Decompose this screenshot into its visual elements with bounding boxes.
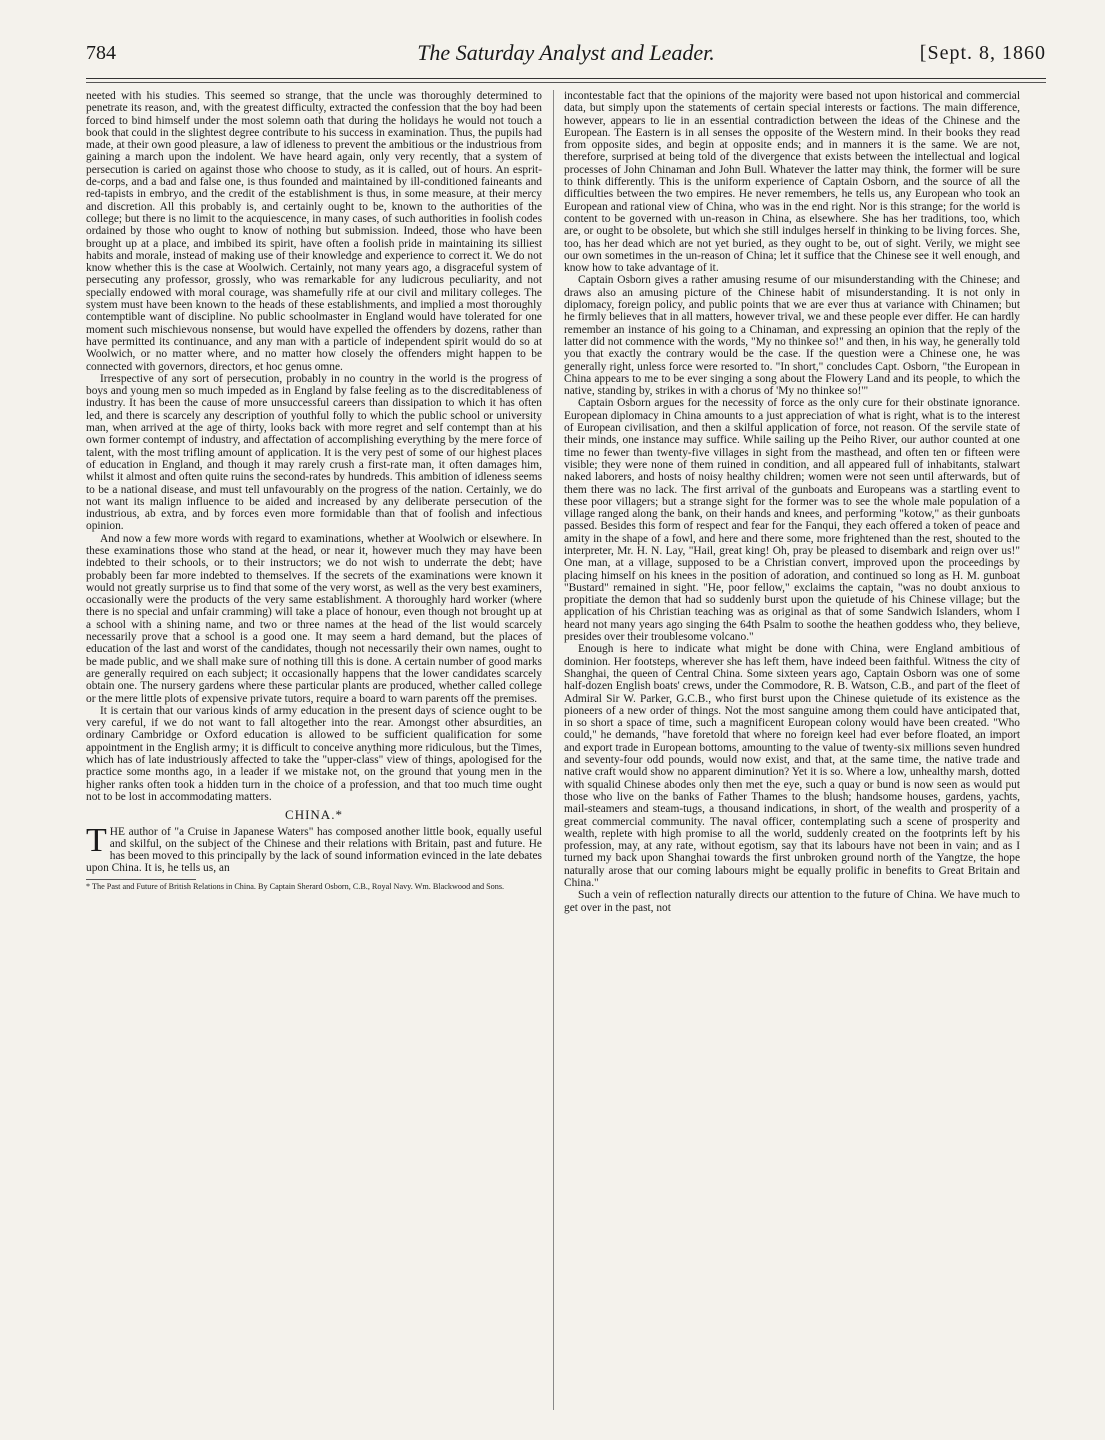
right-column xyxy=(564,90,1020,1430)
page-header xyxy=(86,40,1046,78)
paragraph: Captain Osborn argues for the necessity of force as the only cure for their obstinate ignorance. European diplomacy in China amounts to a just appreciation of what is right, what is to the interest of European civilisation, and then a skilful application of force, not reason. Of the servile state of their minds, one instance may suffice. While sailing up the Peiho River, our author counted at one time no fewer than twenty-five villages in sight from the masthead, and often ten or fifteen were visible; they were none of them ruined in condition, and all appeared full of inhabitants, stalwart naked laborers, and hosts of noisy healthy children; women were not seen until afterwards, but of them there was no lack. The first arrival of the gunboats and Europeans was a startling event to these poor villagers; but a strange sight for the former was to see the whole male population of a village ranged along the bank, on their hands and knees, and performing "kotow," as their gunboats passed. Besides this form of respect and fear for the Fanqui, they each offered a token of peace and amity in the shape of a fowl, and here and there some, more frightened than the rest, shouted to the interpreter, Mr. H. N. Lay, "Hail, great king! Oh, pray be pleased to disembark and reign over us!" One man, at a village, supposed to be a Christian convert, improved upon the proceedings by placing himself on his knees in the position of adoration, and continued so long as H. M. gunboat "Bustard" remained in sight. "He, poor fellow," exclaims the captain, "was no doubt anxious to propitiate the demon that had so suddenly burst upon the quietude of his Chinese village; but the application of his Christian teaching was as original as that of some Sandwich Islanders, whom I heard not many years ago singing the 64th Psalm to soothe the heathen goddess who, they believe, presides over their troublesome volcano." xyxy=(564,397,1020,644)
paragraph: Such a vein of reflection naturally directs our attention to the future of China. We have much to get over in the past, not xyxy=(564,889,1020,914)
footnote: * The Past and Future of British Relations in China. By Captain Sherard Osborn, C.B., Royal Navy. Wm. Blackwood and Sons. xyxy=(86,881,505,891)
header-rule-bottom xyxy=(86,82,1046,83)
paragraph: It is certain that our various kinds of army education in the present days of science ought to be very careful, if we do not want to fall altogether into the rear. Amongst other absurdities, an ordinary Cambridge or Oxford education is allowed to be sufficient qualification for some appointment in the English army; it is difficult to conceive anything more ridiculous, but the Times, which has of late industriously affected to take the "upper-class" view of things, apologised for the practice some months ago, in a leader if we mistake not, on the ground that young men in the higher ranks often took a hidden turn in the choice of a profession, and that too much time ought not to be lost in accommodating matters. xyxy=(86,704,542,803)
header-rule-top xyxy=(86,78,1046,79)
page-number: 784 xyxy=(86,42,116,64)
china-intro-paragraph xyxy=(86,821,542,875)
paragraph: Captain Osborn gives a rather amusing resume of our misunderstanding with the Chinese; and draws also an amusing picture of the Chinese habit of misunderstanding. It is not only in diplomacy, foreign policy, and public points that we are ever thus at variance with Chinamen; but he firmly believes that in all matters, however trival, we and these people ever differ. He can hardly remember an instance of his going to a Chinaman, and expressing an opinion that the reply of the latter did not commence with the words, "My no thinkee so!" and then, in his way, he generally told you that exactly the contrary would be the case. If the question were a Chinese one, he was generally right, unless force were resorted to. "In short," concludes Capt. Osborn, "the European in China appears to me to be ever singing a song about the Flowery Land and its people, to which the native, standing by, strikes in with a chorus of 'My no thinkee so!'" xyxy=(564,274,1020,398)
paragraph: And now a few more words with regard to examinations, whether at Woolwich or elsewhere. In these examinations those who stand at the head, or near it, however much they may have been indebted to their schools, or to their instructors; we do not wish to underrate the debt; have probably been far more indebted to themselves. If the secrets of the examinations were known it would not greatly surprise us to find that some of the very worst, as well as the very best examiners, occasionally were the products of the very same establishment. A thoroughly hard worker (where there is no special and unfair cramming) will take a place of honour, even though not brought up at a school with a shining name, and two or three names at the head of the list would scarcely necessarily prove that a school is a good one. It may seem a hard demand, but the places of education of the last and worst of the candidates, though not necessarily their own names, ought to be made public, and we shall make sure of nothing till this is done. A certain number of good marks are generally required on each subject; it occasionally happens that the lower candidates scarcely obtain one. The nursery gardens where these particular plants are produced, whether called college or the mere little plots of expensive private tutors, require a board to warn parents off the premises. xyxy=(86,532,542,705)
drop-cap: T xyxy=(86,821,107,859)
paragraph: Irrespective of any sort of persecution, probably in no country in the world is the progress of boys and young men so much impeded as in England by false feeling as to the discreditableness of industry. It has been the cause of more unsuccessful careers than dissipation to which it has often led, and there is scarcely any description of youthful folly to which the public school or university man, when arrived at the age of thirty, looks back with more regret and self contempt than at his own former contempt of industry, and affectation of accomplishing everything by the mere force of talent, with the most trifling amount of application. It is the very pest of some of our highest places of education in England, and though it may rarely crush a first-rate man, it often damages him, whilst it almost and often quite ruins the second-rates by hundreds. This ambition of idleness seems to be a national disease, and must tell unfavourably on the progress of the nation. Certainly, we do not want its malign influence to be aided and increased by any deliberate persecution of the industrious, ab extra, and by forces even more formidable than that of foolish and infectious opinion. xyxy=(86,372,542,533)
paragraph: incontestable fact that the opinions of the majority were based not upon historical and commercial data, but simply upon the statements of certain special interests or factions. The main difference, however, appears to lie in an essential contradiction between the ideas of the Chinese and the European. The Eastern is in all senses the opposite of the Western mind. In their books they read from opposite sides, and begin at opposite ends; and in manners it is the same. We are not, therefore, surprised at being told of the divergence that exists between the intellectual and logical processes of John Chinaman and John Bull. Whatever the latter may think, the former will be sure to think differently. This is the uniform experience of Captain Osborn, and the source of all the difficulties between the two empires. He never remembers, he tells us, any European who took an European and rational view of China, who was in the end right. Nor is this strange; for the world is content to be governed with un-reason in China, as elsewhere. She has her traditions, too, which are, or ought to be obsolete, but which she still indulges herself in thinking to be living forces. She, too, has her dead which are not yet buried, as they ought to be, out of sight. Verily, we might see our own sometimes in the un-reason of China; let it suffice that the Chinese see it well enough, and know how to take advantage of it. xyxy=(564,90,1020,275)
china-intro-text: HE author of "a Cruise in Japanese Waters" has composed another little book, equally useful and skilful, on the subject of the Chinese and their relations with Britain, past and future. He has been moved to this principally by the lack of sound information evinced in the late debates upon China. It is, he tells us, an xyxy=(86,825,542,875)
issue-date: [Sept. 8, 1860 xyxy=(919,42,1046,64)
paragraph: neeted with his studies. This seemed so strange, that the uncle was thoroughly determined to penetrate its reason, and, with the greatest difficulty, extracted the confession that the boy had been forced to bind himself under the most solemn oath that during the holidays he would not touch a book that could in the slightest degree contribute to his success in examination. Thus, the pupils had made, at their own good pleasure, a law of idleness to prevent the ambitious or the industrious from gaining a march upon the indolent. We have heard again, only very recently, that a system of persecution is caried on against those who choose to study, as it is called, out of hours. An esprit-de-corps, and a bad and false one, is thus founded and maintained by ill-conditioned faineants and red-tapists in embryo, and the credit of the establishment is thus, in some measure, at their mercy and discretion. All this probably is, and certainly ought to be, known to the authorities of the college; but there is no limit to the acquiescence, in many cases, of such authorities in foolish codes ordained by those who ought to know of nothing but submission. Indeed, those who have been brought up at a place, and imbibed its spirit, have often a foolish pride in maintaining its silliest habits and morale, instead of making use of their knowledge and experience to correct it. We do not know whether this is the case at Woolwich. Certainly, not many years ago, a disgraceful system of persecuting any professor, grossly, who was remarkable for any ludicrous peculiarity, and not specially endowed with moral courage, was shamefully rife at our civil and military colleges. The system must have been known to the heads of these establishments, and implied a most thoroughly contemptible want of discipline. No public schoolmaster in England would have tolerated for one moment such mischievous nonsense, but would have expelled the offenders by dozens, rather than have permitted its continuance, and any man with a particle of independent spirit would do so at Woolwich, or no matter where, and no matter how closely the offenders might happen to be connected with governors, directors, et hoc genus omne. xyxy=(86,90,542,373)
footnote-rule xyxy=(86,879,196,880)
journal-title: The Saturday Analyst and Leader. xyxy=(417,40,715,65)
left-column xyxy=(86,90,542,1430)
section-title: CHINA.* xyxy=(285,807,343,823)
paragraph: Enough is here to indicate what might be done with China, were England ambitious of dominion. Her footsteps, wherever she has left them, have indeed been faithful. Witness the city of Shanghai, the queen of Central China. Some sixteen years ago, Captain Osborn was one of some half-dozen English boats' crews, under the Commodore, R. B. Watson, C.B., and part of the fleet of Admiral Sir W. Parker, G.C.B., who first burst upon the Chinese quietude of its existence as the pioneers of a new order of things. Not the most sanguine among them could have anticipated that, in so short a space of time, such a magnificent European colony would have been created. "Who could," he demands, "have foretold that where no foreign keel had ever before floated, an import and export trade in European bottoms, amounting to the value of twenty-six millions seven hundred and seventy-four odd pounds, would now exist, and that, at the same time, the native trade and native craft would show no apparent diminution? Yet it is so. Where a low, unhealthy marsh, dotted with squalid Chinese abodes only then met the eye, such a quay or bund is now seen as would put those who live on the banks of Father Thames to the blush; handsome houses, gardens, yachts, mail-steamers and steam-tugs, a thousand indications, in short, of the wealth and prosperity of a great commercial community. The naval officer, contemplating such a scene of prosperity and wealth, replete with high promise to all the world, suddenly created on the footprints left by his profession, may, at any rate, without egotism, say that its labours have not been in vain; and as I turned my back upon Shanghai towards the first unbroken ground north of the Yangtze, the hope naturally arose that our coming labours might be equally prolific in benefits to Great Britain and China." xyxy=(564,643,1020,889)
column-divider xyxy=(553,90,554,1410)
